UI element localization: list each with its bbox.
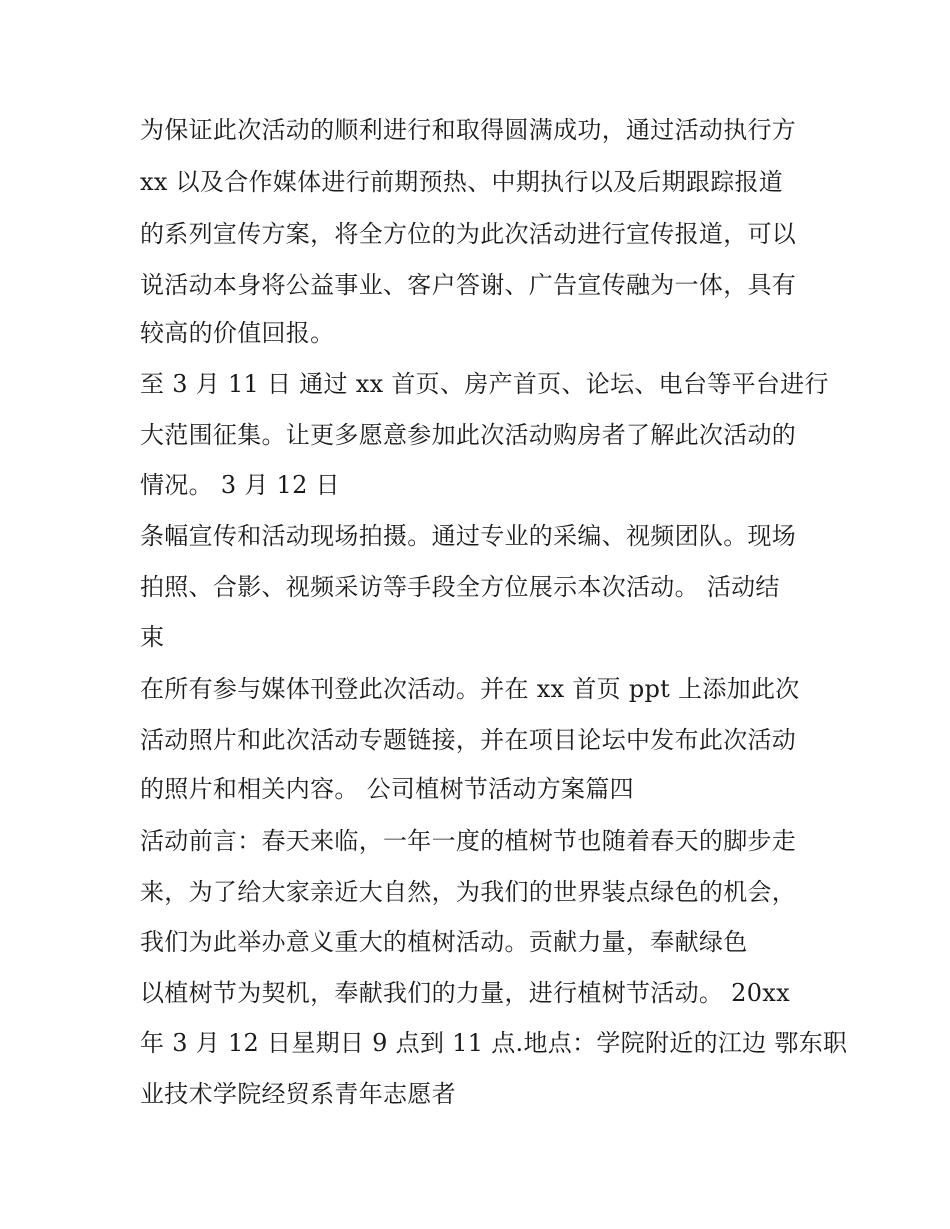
text-line: 说活动本身将公益事业、客户答谢、广告宣传融为一体，具有 [140,271,797,299]
text-line: 来，为了给大家亲近大自然，为我们的世界装点绿色的机会， [140,878,797,906]
text-line: 在所有参与媒体刊登此次活动。并在 xx 首页 ppt 上添加此次 [140,675,800,703]
text-line: 活动照片和此次活动专题链接，并在项目论坛中发布此次活动 [140,726,797,754]
text-line: 至 3 月 11 日 通过 xx 首页、房产首页、论坛、电台等平台进行 [140,370,829,398]
text-line: 年 3 月 12 日星期日 9 点到 11 点.地点：学院附近的江边 鄂东职 [140,1029,848,1057]
text-line: 较高的价值回报。 [140,319,335,347]
text-line: xx 以及合作媒体进行前期预热、中期执行以及后期跟踪报道 [140,168,784,196]
text-line: 活动前言：春天来临，一年一度的植树节也随着春天的脚步走 [140,827,797,855]
text-line: 情况。 3 月 12 日 [140,471,340,499]
text-line: 业技术学院经贸系青年志愿者 [140,1080,456,1108]
text-line: 条幅宣传和活动现场拍摄。通过专业的采编、视频团队。现场 [140,522,797,550]
text-line: 的照片和相关内容。 公司植树节活动方案篇四 [140,775,634,803]
text-line: 束 [140,623,165,651]
text-line: 以植树节为契机，奉献我们的力量，进行植树节活动。 20xx [140,979,790,1007]
text-line: 大范围征集。让更多愿意参加此次活动购房者了解此次活动的 [140,421,797,449]
text-line: 为保证此次活动的顺利进行和取得圆满成功，通过活动执行方 [140,116,797,144]
text-line: 我们为此举办意义重大的植树活动。贡献力量，奉献绿色 [140,928,748,956]
text-line: 拍照、合影、视频采访等手段全方位展示本次活动。 活动结 [140,573,780,601]
text-line: 的系列宣传方案，将全方位的为此次活动进行宣传报道，可以 [140,220,797,248]
